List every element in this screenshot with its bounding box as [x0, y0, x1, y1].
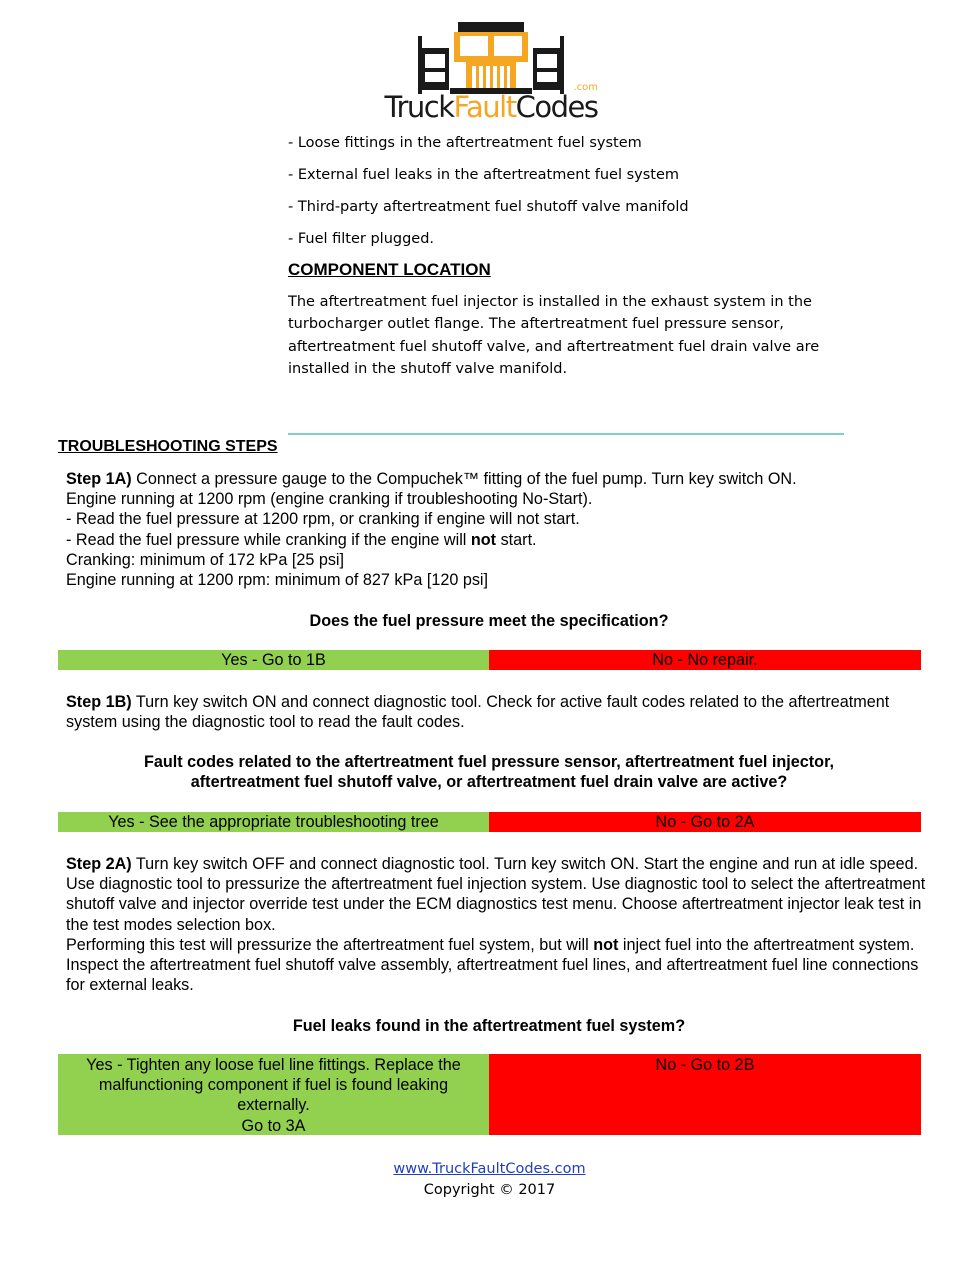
step-2a-yes-text: Yes - Tighten any loose fuel line fittings. Replace the malfunctioning component if fuel is found leaking externally. — [86, 1056, 461, 1115]
step-2a-no-cell: No - Go to 2B — [489, 1054, 921, 1135]
step-1a-no-cell: No - No repair. — [489, 650, 921, 670]
step-1a-label: Step 1A) — [66, 470, 132, 488]
cause-item: - External fuel leaks in the aftertreatment fuel system — [288, 167, 680, 183]
step-1a-line-6: Engine running at 1200 rpm: minimum of 827 kPa [120 psi] — [66, 571, 489, 590]
causes-list — [288, 134, 689, 262]
step-1b-answers — [58, 812, 921, 832]
logo-com-suffix: .com — [573, 82, 598, 93]
cause-item: - Loose fittings in the aftertreatment fuel system — [288, 135, 642, 151]
truckfaultcodes-logo — [378, 18, 604, 128]
logo-word-codes: Codes — [515, 90, 598, 124]
step-2a-label: Step 2A) — [66, 855, 132, 873]
step-1a-text — [66, 469, 926, 590]
step-2a-text — [66, 854, 926, 995]
step-1a-line-4-bold: not — [470, 530, 497, 549]
step-2a-body-2-bold: not — [593, 935, 619, 954]
step-1b-no-cell: No - Go to 2A — [489, 812, 921, 832]
step-1b-question-line-1: Fault codes related to the aftertreatment fuel pressure sensor, aftertreatment fuel injector, — [144, 753, 834, 771]
step-2a-body-2-post: inject fuel into the aftertreatment system. Inspect the aftertreatment fuel shutoff valve assembly, aftertreatment fuel lines, and aftertreatment fuel line connections for external leaks. — [66, 935, 919, 995]
troubleshooting-heading: TROUBLESHOOTING STEPS — [58, 438, 278, 455]
step-2a-para-1 — [66, 854, 926, 935]
step-2a-answers — [58, 1054, 921, 1135]
step-2a-body-2-pre: Performing this test will pressurize the aftertreatment fuel system, but will — [66, 935, 589, 954]
footer-copyright: Copyright © 2017 — [423, 1182, 556, 1198]
truck-icon — [378, 18, 604, 98]
component-location-text: The aftertreatment fuel injector is installed in the exhaust system in the turbocharger outlet flange. The aftertreatment fuel pressure sensor, aftertreatment fuel shutoff valve, and aftertreatment fuel drain valve are installed in the shutoff valve manifold. — [288, 294, 820, 377]
step-1b-text — [66, 692, 926, 732]
component-location-heading: COMPONENT LOCATION — [288, 260, 491, 279]
step-1a-line-2: Engine running at 1200 rpm (engine cranking if troubleshooting No-Start). — [66, 490, 593, 509]
step-1b-label: Step 1B) — [66, 693, 132, 711]
step-1a-yes-cell: Yes - Go to 1B — [58, 650, 489, 670]
step-1a-line-1: Connect a pressure gauge to the Compuchek™ fitting of the fuel pump. Turn key switch ON. — [136, 470, 797, 488]
step-1a-line-4-post: start. — [500, 530, 537, 549]
step-1a-line-5: Cranking: minimum of 172 kPa [25 psi] — [66, 550, 345, 569]
cause-item: - Third-party aftertreatment fuel shutoff valve manifold — [288, 199, 689, 215]
step-1a-line — [66, 469, 926, 489]
step-1b-body: Turn key switch ON and connect diagnostic tool. Check for active fault codes related to the aftertreatment system using the diagnostic tool to read the fault codes. — [66, 693, 890, 732]
step-2a-question: Fuel leaks found in the aftertreatment fuel system? — [292, 1017, 686, 1035]
step-1b-question-line-2: aftertreatment fuel shutoff valve, or aftertreatment fuel drain valve are active? — [190, 773, 788, 792]
step-2a-yes-cell — [58, 1054, 489, 1135]
divider — [288, 433, 844, 435]
step-1a-line-3: - Read the fuel pressure at 1200 rpm, or cranking if engine will not start. — [66, 510, 580, 529]
step-1a-answers — [58, 650, 921, 670]
step-1a-question: Does the fuel pressure meet the specification? — [309, 612, 669, 630]
footer-website-link[interactable]: www.TruckFaultCodes.com — [393, 1161, 586, 1177]
footer-link-wrap — [0, 1161, 979, 1177]
logo-word-truck: Truck — [384, 90, 454, 124]
step-2a-body-1: Turn key switch OFF and connect diagnostic tool. Turn key switch ON. Start the engine and run at idle speed. Use diagnostic tool to pressurize the aftertreatment fuel injection system. Use diagnostic tool to select the aftertreatment shutoff valve and injector override test under the ECM diagnostics test menu. Choose aftertreatment injector leak test in the test modes selection box. — [66, 855, 926, 934]
step-1a-line-4 — [66, 530, 926, 550]
step-2a-yes-goto: Go to 3A — [241, 1116, 306, 1135]
step-1a-line-4-pre: - Read the fuel pressure while cranking if the engine will — [66, 530, 467, 549]
cause-item: - Fuel filter plugged. — [288, 231, 435, 247]
logo-wordmark — [378, 90, 604, 124]
step-1b-question — [58, 752, 920, 792]
step-2a-para-2 — [66, 935, 926, 996]
logo-word-fault: Fault — [453, 90, 516, 124]
step-1b-yes-cell: Yes - See the appropriate troubleshooting tree — [58, 812, 489, 832]
